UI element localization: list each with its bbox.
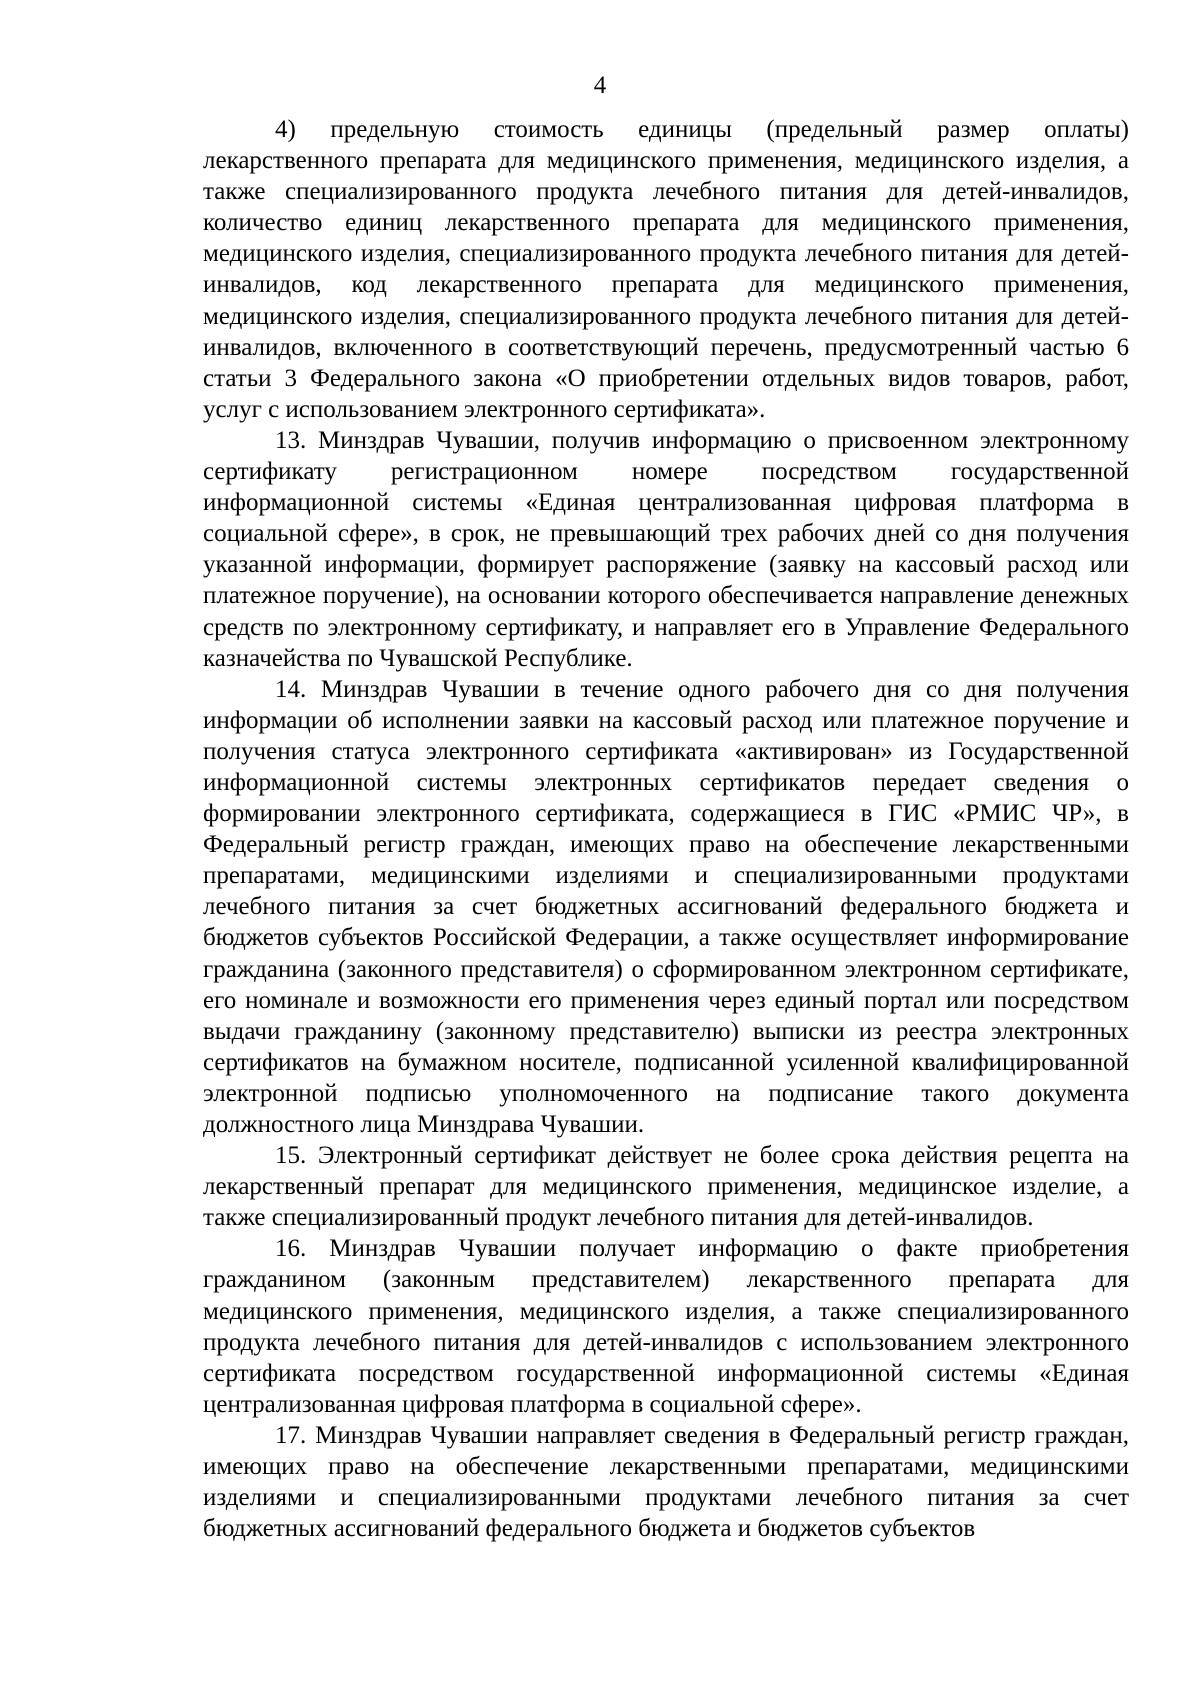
paragraph-item-17: 17. Минздрав Чувашии направляет сведения в Федеральный регистр граждан, имеющих право на обеспечение лекарственными препаратами, медицинскими изделиями и специализированными продуктами лечебного питания за счет бюджетных ассигнований федерального бюджета и бюджетов субъектов — [203, 1421, 1129, 1543]
paragraph-item-14: 14. Минздрав Чувашии в течение одного рабочего дня со дня получения информации об исполнении заявки на кассовый расход или платежное поручение и получения статуса электронного сертификата «активирован» из Государственной информационной системы электронных сертификатов передает сведения о формировании электронного сертификата, содержащиеся в ГИС «РМИС ЧР», в Федеральный регистр граждан, имеющих право на обеспечение лекарственными препаратами, медицинскими изделиями и специализированными продуктами лечебного питания за счет бюджетных ассигнований федерального бюджета и бюджетов субъектов Российской Федерации, а также осуществляет информирование гражданина (законного представителя) о сформированном электронном сертификате, его номинале и возможности его применения через единый портал или посредством выдачи гражданину (законному представителю) выписки из реестра электронных сертификатов на бумажном носителе, подписанной усиленной квалифицированной электронной подписью уполномоченного на подписание такого документа должностного лица Минздрава Чувашии. — [203, 675, 1129, 1138]
paragraph-item-15: 15. Электронный сертификат действует не более срока действия рецепта на лекарственный препарат для медицинского применения, медицинское изделие, а также специализированный продукт лечебного питания для детей-инвалидов. — [203, 1142, 1129, 1232]
paragraph-item-4: 4) предельную стоимость единицы (предельный размер оплаты) лекарственного препарата для медицинского применения, медицинского изделия, а также специализированного продукта лечебного питания для детей-инвалидов, количество единиц лекарственного препарата для медицинского применения, медицинского изделия, специализированного продукта лечебного питания для детей-инвалидов, код лекарственного препарата для медицинского применения, медицинского изделия, специализированного продукта лечебного питания для детей-инвалидов, включенного в соответствующий перечень, предусмотренный частью 6 статьи 3 Федерального закона «О приобретении отдельных видов товаров, работ, услуг с использованием электронного сертификата». — [203, 116, 1129, 423]
document-body — [203, 114, 1129, 1544]
paragraph-item-16: 16. Минздрав Чувашии получает информацию о факте приобретения гражданином (законным представителем) лекарственного препарата для медицинского применения, медицинского изделия, а также специализированного продукта лечебного питания для детей-инвалидов с использованием электронного сертификата посредством государственной информационной системы «Единая централизованная цифровая платформа в социальной сфере». — [203, 1235, 1129, 1418]
paragraph-item-13: 13. Минздрав Чувашии, получив информацию о присвоенном электронному сертификату регистрационном номере посредством государственной информационной системы «Единая централизованная цифровая платформа в социальной сфере», в срок, не превышающий трех рабочих дней со дня получения указанной информации, формирует распоряжение (заявку на кассовый расход или платежное поручение), на основании которого обеспечивается направление денежных средств по электронному сертификату, и направляет его в Управление Федерального казначейства по Чувашской Республике. — [203, 426, 1129, 672]
page-number: 4 — [593, 72, 607, 99]
